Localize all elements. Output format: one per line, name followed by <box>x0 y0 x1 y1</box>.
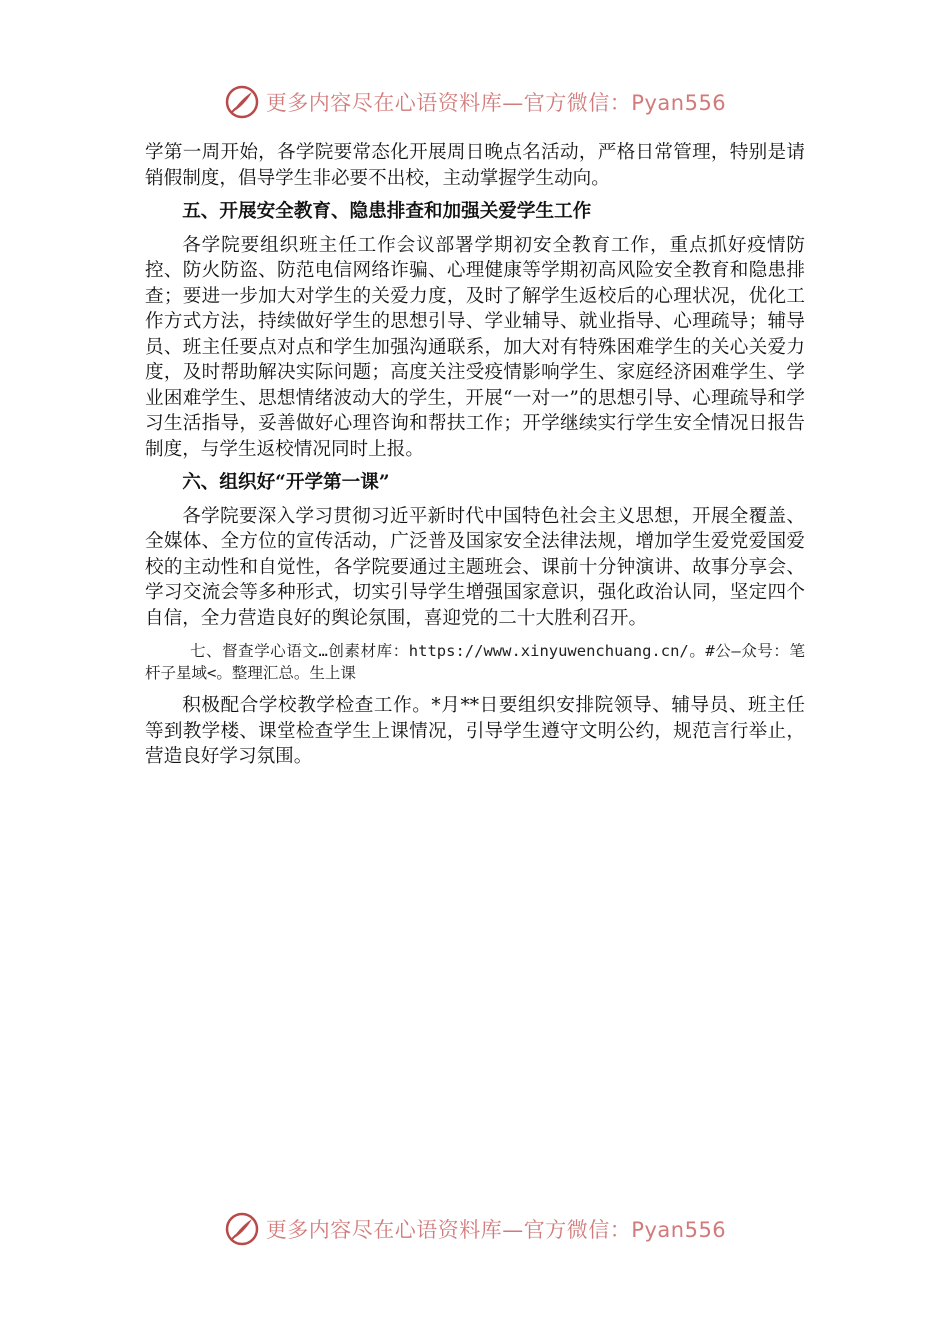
quill-pen-logo-icon <box>224 84 260 120</box>
document-body <box>145 140 805 770</box>
paragraph-section-6: 各学院要深入学习贯彻习近平新时代中国特色社会主义思想，开展全覆盖、全媒体、全方位的宣传活动，广泛普及国家安全法律法规，增加学生爱党爱国爱校的主动性和自觉性，各学院要通过主题班会、课前十分钟演讲、故事分享会、学习交流会等多种形式，切实引导学生增强国家意识，强化政治认同，坚定四个自信，全力营造良好的舆论氛围，喜迎党的二十大胜利召开。 <box>145 505 805 629</box>
paragraph-section-5: 各学院要组织班主任工作会议部署学期初安全教育工作，重点抓好疫情防控、防火防盗、防范电信网络诈骗、心理健康等学期初高风险安全教育和隐患排查；要进一步加大对学生的关爱力度，及时了解学生返校后的心理状况，优化工作方式方法，持续做好学生的思想引导、学业辅导、就业指导、心理疏导；辅导员、班主任要点对点和学生加强沟通联系，加大对有特殊困难学生的关心关爱力度，及时帮助解决实际问题；高度关注受疫情影响学生、家庭经济困难学生、学业困难学生、思想情绪波动大的学生，开展“一对一”的思想引导、心理疏导和学习生活指导，妥善做好心理咨询和帮扶工作；开学继续实行学生安全情况日报告制度，与学生返校情况同时上报。 <box>145 234 805 460</box>
section-heading-6: 六、组织好“开学第一课” <box>182 472 390 493</box>
banner-text: 更多内容尽在心语资料库—官方微信：Pyan556 <box>265 1218 727 1242</box>
section-heading-7: 七、督查学心语文…创素材库：https://www.xinyuwenchuang.cn/。#公—众号：笔杆子星域<。整理汇总。生上课 <box>145 642 805 682</box>
paragraph-continuation: 学第一周开始，各学院要常态化开展周日晚点名活动，严格日常管理，特别是请销假制度，倡导学生非必要不出校，主动掌握学生动向。 <box>145 142 805 189</box>
section-heading-5: 五、开展安全教育、隐患排查和加强关爱学生工作 <box>182 201 592 222</box>
header-banner <box>0 82 950 122</box>
footer-banner <box>0 1209 950 1249</box>
quill-pen-logo-icon <box>224 1211 260 1247</box>
paragraph-section-7: 积极配合学校教学检查工作。*月**日要组织安排院领导、辅导员、班主任等到教学楼、课堂检查学生上课情况，引导学生遵守文明公约，规范言行举止，营造良好学习氛围。 <box>145 695 805 767</box>
banner-text: 更多内容尽在心语资料库—官方微信：Pyan556 <box>265 91 727 115</box>
